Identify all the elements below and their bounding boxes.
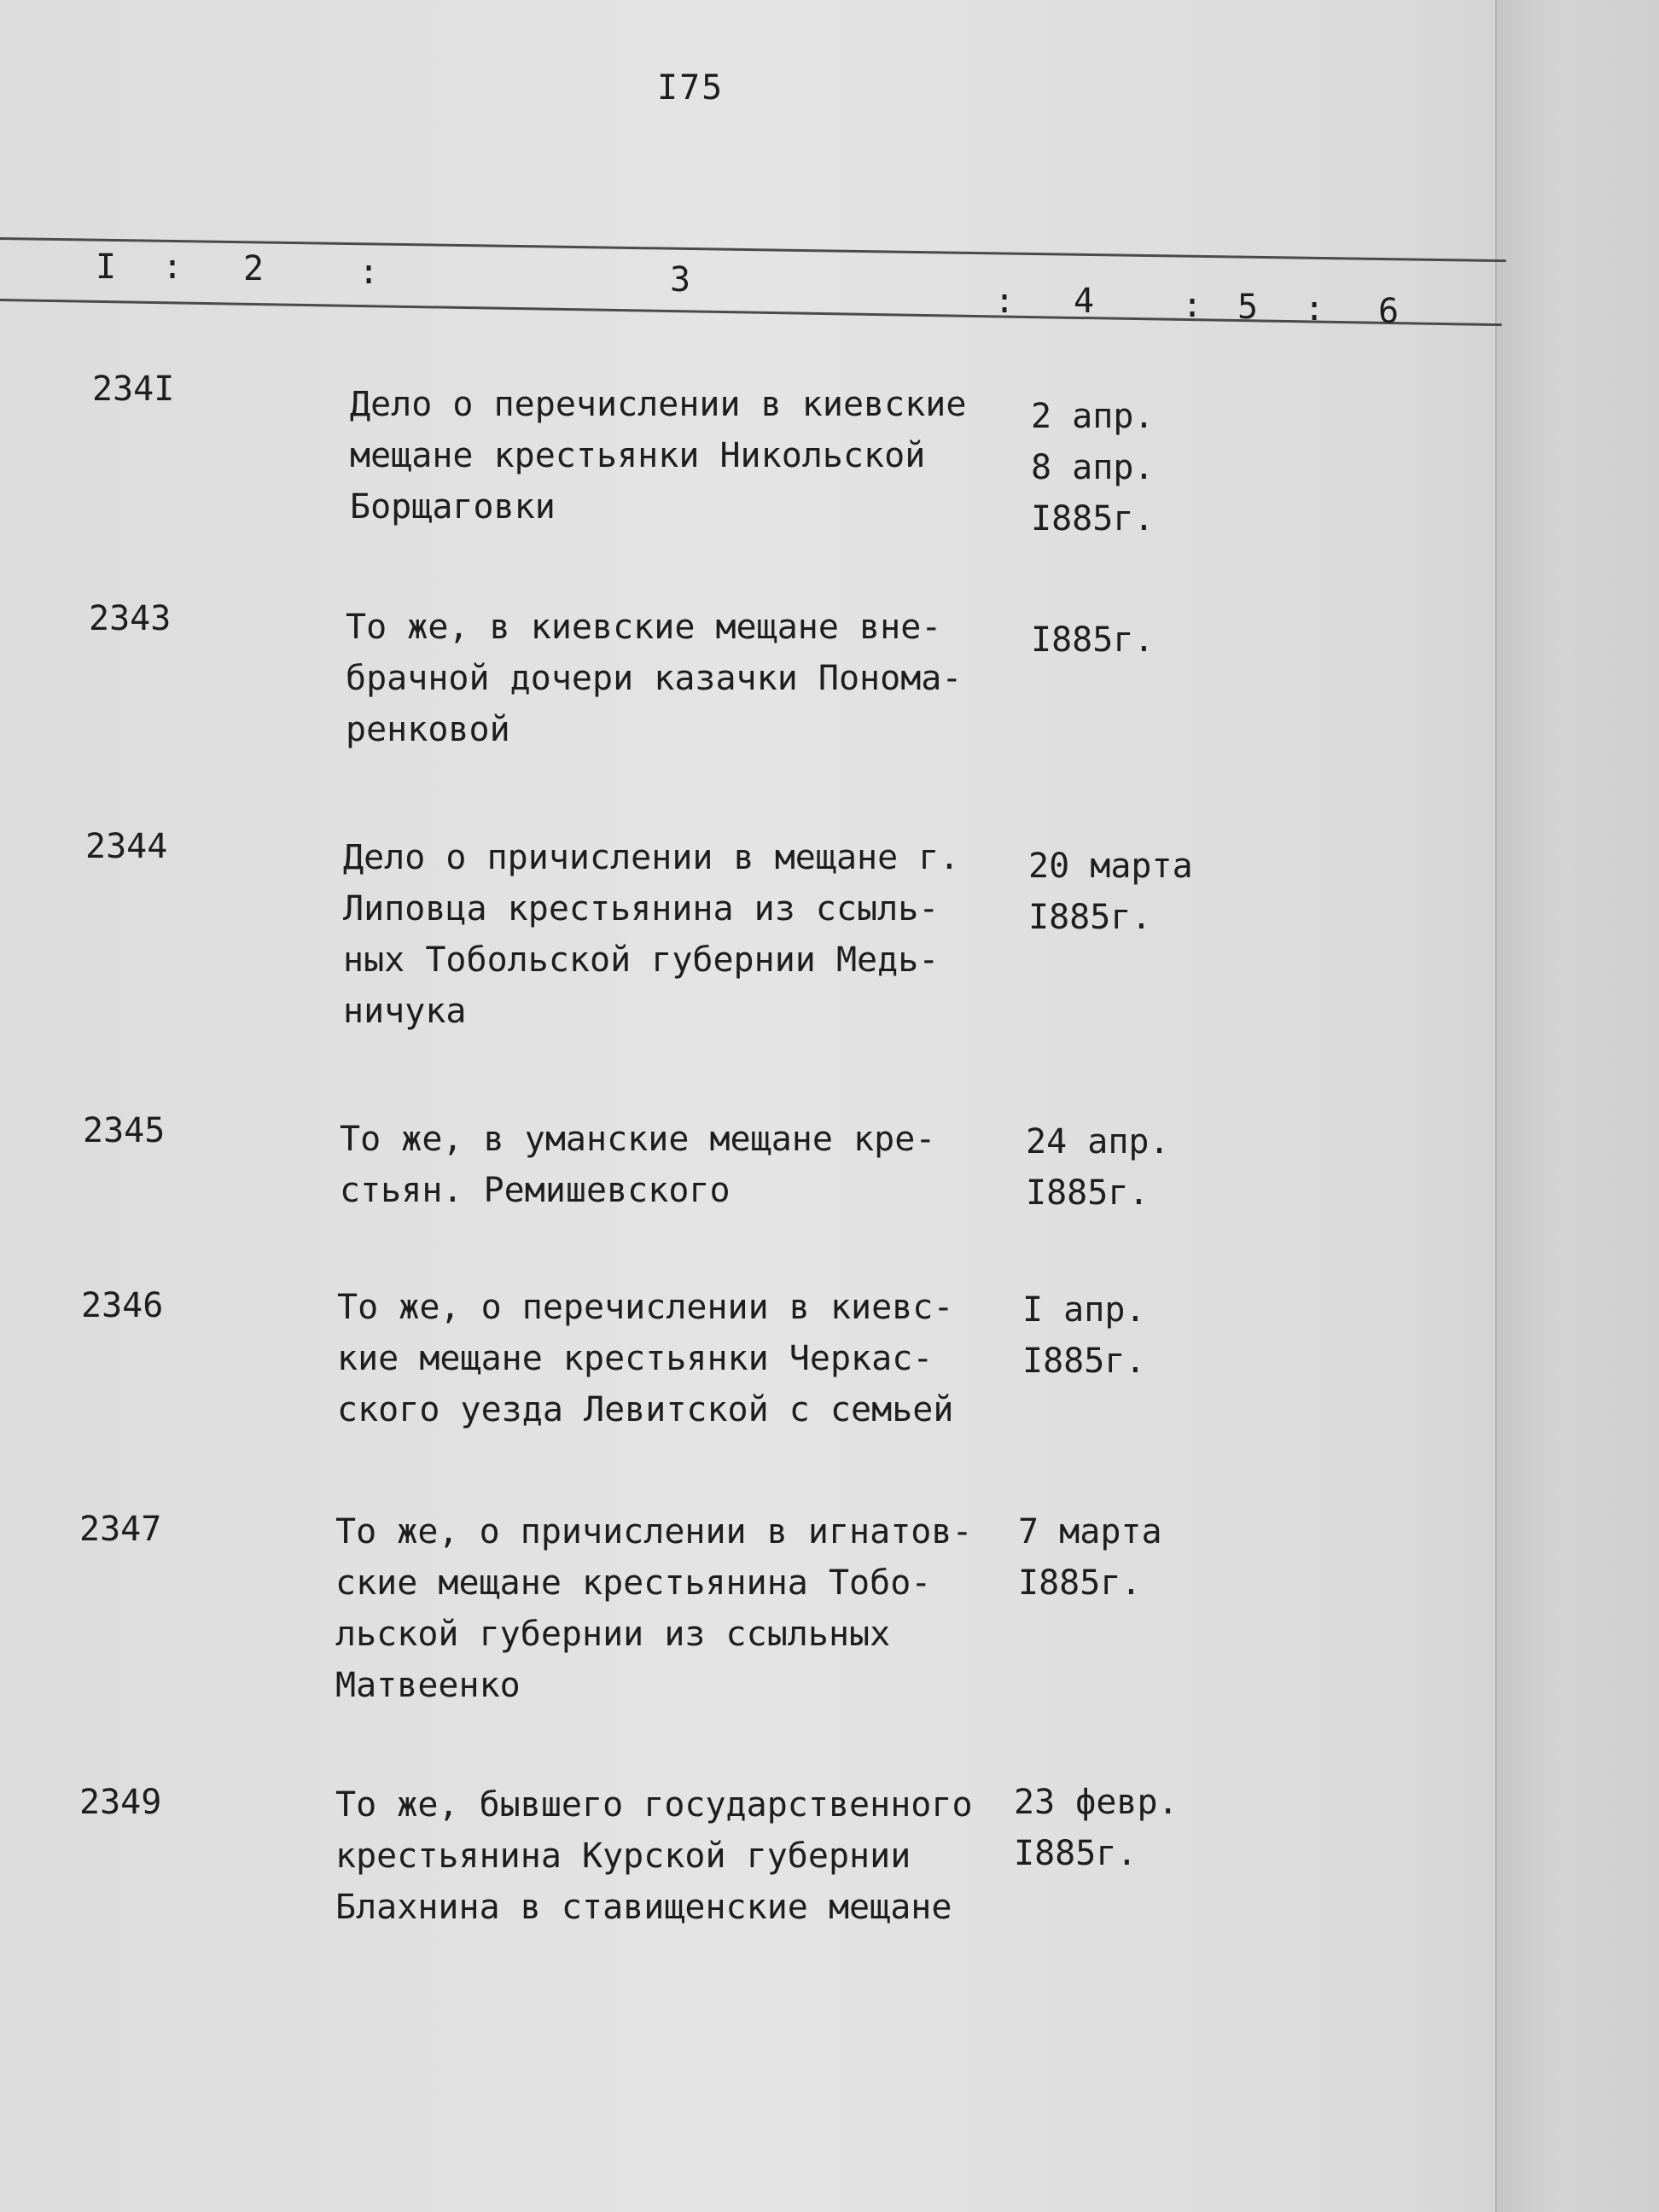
record-number: 2349 xyxy=(79,1783,162,1822)
column-header-2: 2 xyxy=(243,249,265,288)
record-description: Дело о перечислении в киевские мещане крестьянки Никольской Борщаговки xyxy=(350,385,967,527)
column-header-separator: : xyxy=(994,282,1016,321)
column-header-separator: : xyxy=(1304,289,1325,329)
record-date: I апр. I885г. xyxy=(1022,1290,1146,1381)
column-header-separator: : xyxy=(1182,286,1203,325)
record-number: 234I xyxy=(92,370,175,409)
record-date: 23 февр. I885г. xyxy=(1014,1783,1179,1873)
column-header-1: I xyxy=(96,247,117,287)
record-number: 2345 xyxy=(83,1111,166,1150)
column-header-5: 5 xyxy=(1237,288,1259,327)
record-date: I885г. xyxy=(1031,620,1155,660)
record-number: 2346 xyxy=(81,1286,164,1325)
record-date: 20 марта I885г. xyxy=(1028,847,1193,937)
record-description: Дело о причислении в мещане г. Липовца крестьянина из ссыль- ных Тобольской губернии Медь- ничука xyxy=(343,838,960,1031)
column-header-separator: : xyxy=(358,253,380,292)
record-number: 2343 xyxy=(89,599,172,638)
record-date: 2 апр. 8 апр. I885г. xyxy=(1031,397,1155,538)
column-header-3: 3 xyxy=(670,260,691,300)
record-description: То же, о причислении в игнатов- ские мещане крестьянина Тобо- льской губернии из ссыльных Матвеенко xyxy=(335,1512,973,1705)
adjacent-page-edge xyxy=(1495,0,1659,2212)
record-description: То же, в киевские мещане вне- брачной дочери казачки Понома- ренковой xyxy=(346,608,963,749)
record-description: То же, в уманские мещане кре- стьян. Ремишевского xyxy=(340,1120,936,1210)
record-description: То же, бывшего государственного крестьянина Курской губернии Блахнина в ставищенские мещане xyxy=(335,1785,973,1927)
column-header-4: 4 xyxy=(1074,282,1095,321)
column-header-6: 6 xyxy=(1378,292,1400,331)
record-date: 24 апр. I885г. xyxy=(1026,1122,1170,1213)
record-description: То же, о перечислении в киевс- кие мещане крестьянки Черкас- ского уезда Левитской с семьей xyxy=(337,1288,954,1429)
page-number: I75 xyxy=(657,68,725,108)
record-number: 2344 xyxy=(85,827,168,866)
record-date: 7 марта I885г. xyxy=(1018,1512,1162,1603)
column-header-separator: : xyxy=(162,247,183,287)
record-number: 2347 xyxy=(79,1510,162,1549)
